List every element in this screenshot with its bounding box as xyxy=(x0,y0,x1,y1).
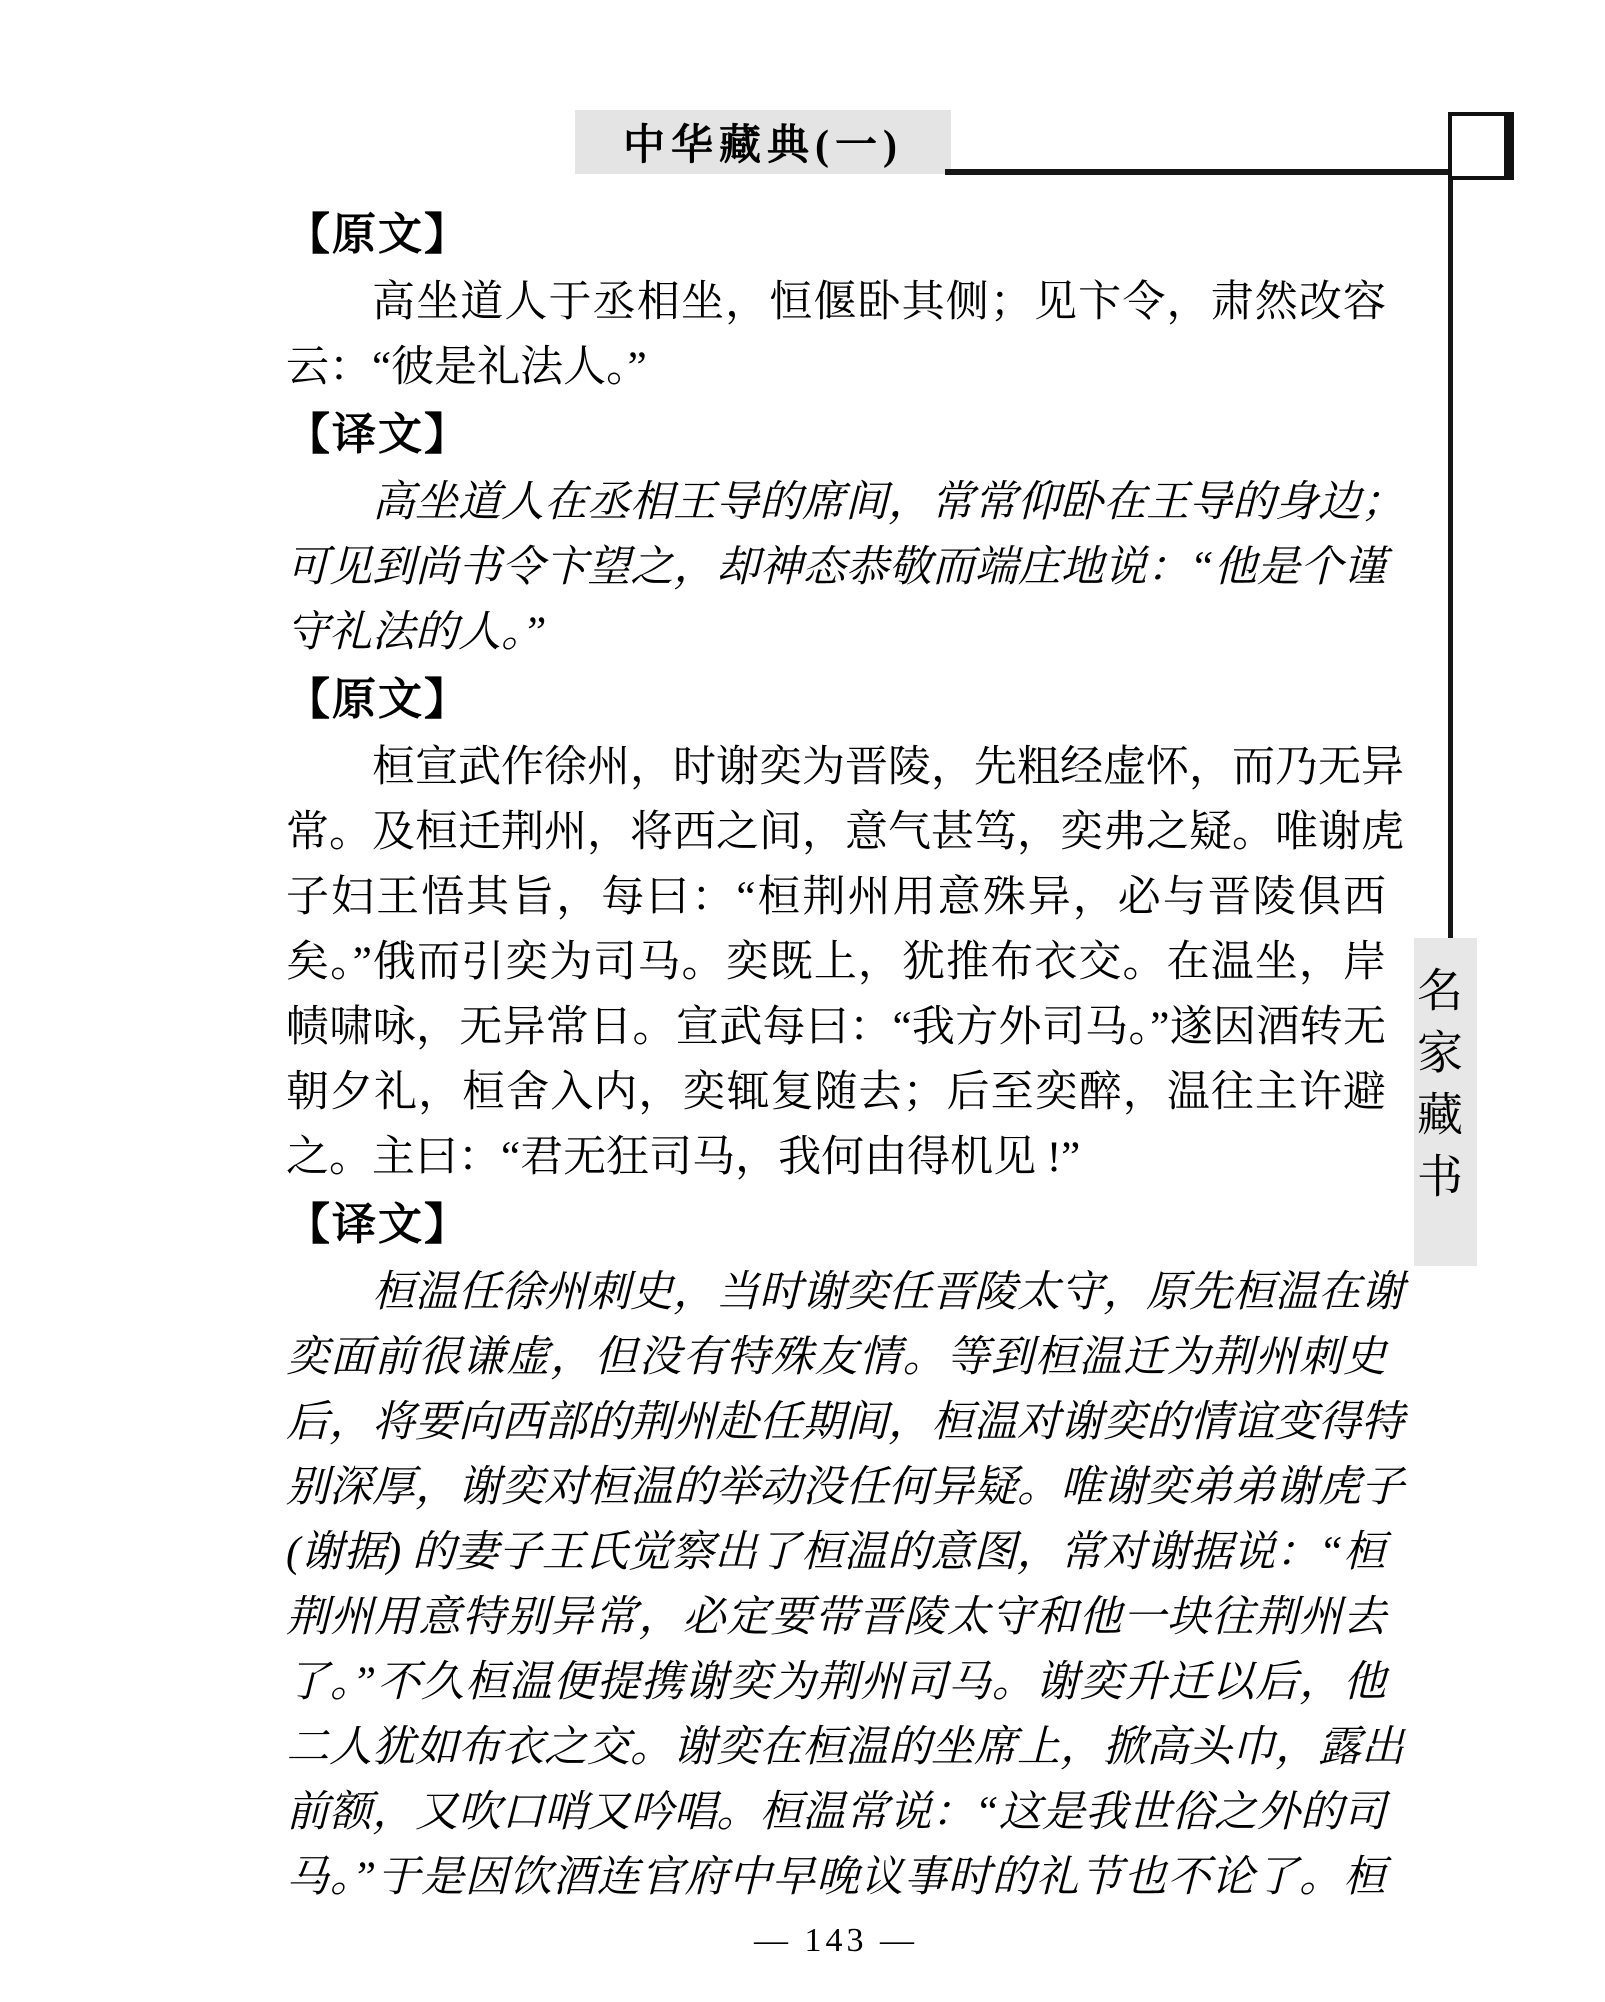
text-line: 了。”不久桓温便提携谢奕为荆州司马。谢奕升迁以后，他 xyxy=(286,1659,1386,1706)
section-heading: 【原文】 xyxy=(286,675,470,724)
text-line: 后，将要向西部的荆州赴任期间，桓温对谢奕的情谊变得特 xyxy=(286,1399,1404,1446)
header-rule xyxy=(945,169,1453,175)
text-line: 前额，又吹口哨又吟唱。桓温常说：“这是我世俗之外的司 xyxy=(286,1789,1386,1836)
text-line: 可见到尚书令卞望之，却神态恭敬而端庄地说：“他是个谨 xyxy=(286,544,1386,591)
translation-block xyxy=(286,1260,1404,1910)
text-line: 常。及桓迁荆州，将西之间，意气甚笃，奕弗之疑。唯谢虎 xyxy=(286,809,1404,856)
text-line: 云：“彼是礼法人。” xyxy=(286,344,647,391)
text-line: 守礼法的人。” xyxy=(286,609,547,656)
text-column xyxy=(286,200,1404,1910)
text-line: 奕面前很谦虚，但没有特殊友情。等到桓温迁为荆州刺史 xyxy=(286,1334,1386,1381)
text-line: 桓温任徐州刺史，当时谢奕任晋陵太守，原先桓温在谢 xyxy=(372,1269,1404,1316)
text-line: 桓宣武作徐州，时谢奕为晋陵，先粗经虚怀，而乃无异 xyxy=(372,744,1404,791)
page-number: — 143 — xyxy=(754,1922,918,1959)
running-header xyxy=(575,110,951,174)
series-tab: 名家藏书 xyxy=(1414,938,1477,1266)
text-line: 矣。”俄而引奕为司马。奕既上，犹推布衣交。在温坐，岸 xyxy=(286,939,1386,986)
text-line: 别深厚，谢奕对桓温的举动没任何异疑。唯谢奕弟弟谢虎子 xyxy=(286,1464,1404,1511)
text-line: (谢据) 的妻子王氏觉察出了桓温的意图，常对谢据说：“桓 xyxy=(286,1529,1386,1576)
text-line: 高坐道人在丞相王导的席间，常常仰卧在王导的身边； xyxy=(372,479,1404,526)
text-line: 帻啸咏，无异常日。宣武每曰：“我方外司马。”遂因酒转无 xyxy=(286,1004,1386,1051)
margin-rule xyxy=(1448,112,1453,938)
translation-block xyxy=(286,470,1404,665)
section-heading: 【原文】 xyxy=(286,210,470,259)
running-header-title: 中华藏典(一) xyxy=(623,123,903,169)
text-line: 之。主曰：“君无狂司马，我何由得机见 !” xyxy=(286,1134,1081,1181)
text-line: 马。”于是因饮酒连官府中早晚议事时的礼节也不论了。桓 xyxy=(286,1854,1386,1901)
corner-box xyxy=(1448,112,1514,180)
text-line: 二人犹如布衣之交。谢奕在桓温的坐席上，掀高头巾，露出 xyxy=(286,1724,1404,1771)
text-line: 高坐道人于丞相坐，恒偃卧其侧；见卞令，肃然改容 xyxy=(372,279,1386,326)
section-heading: 【译文】 xyxy=(286,410,470,459)
section-heading: 【译文】 xyxy=(286,1200,470,1249)
text-line: 子妇王悟其旨，每曰：“桓荆州用意殊异，必与晋陵俱西 xyxy=(286,874,1386,921)
text-line: 朝夕礼，桓舍入内，奕辄复随去；后至奕醉，温往主许避 xyxy=(286,1069,1386,1116)
text-line: 荆州用意特别异常，必定要带晋陵太守和他一块往荆州去 xyxy=(286,1594,1386,1641)
